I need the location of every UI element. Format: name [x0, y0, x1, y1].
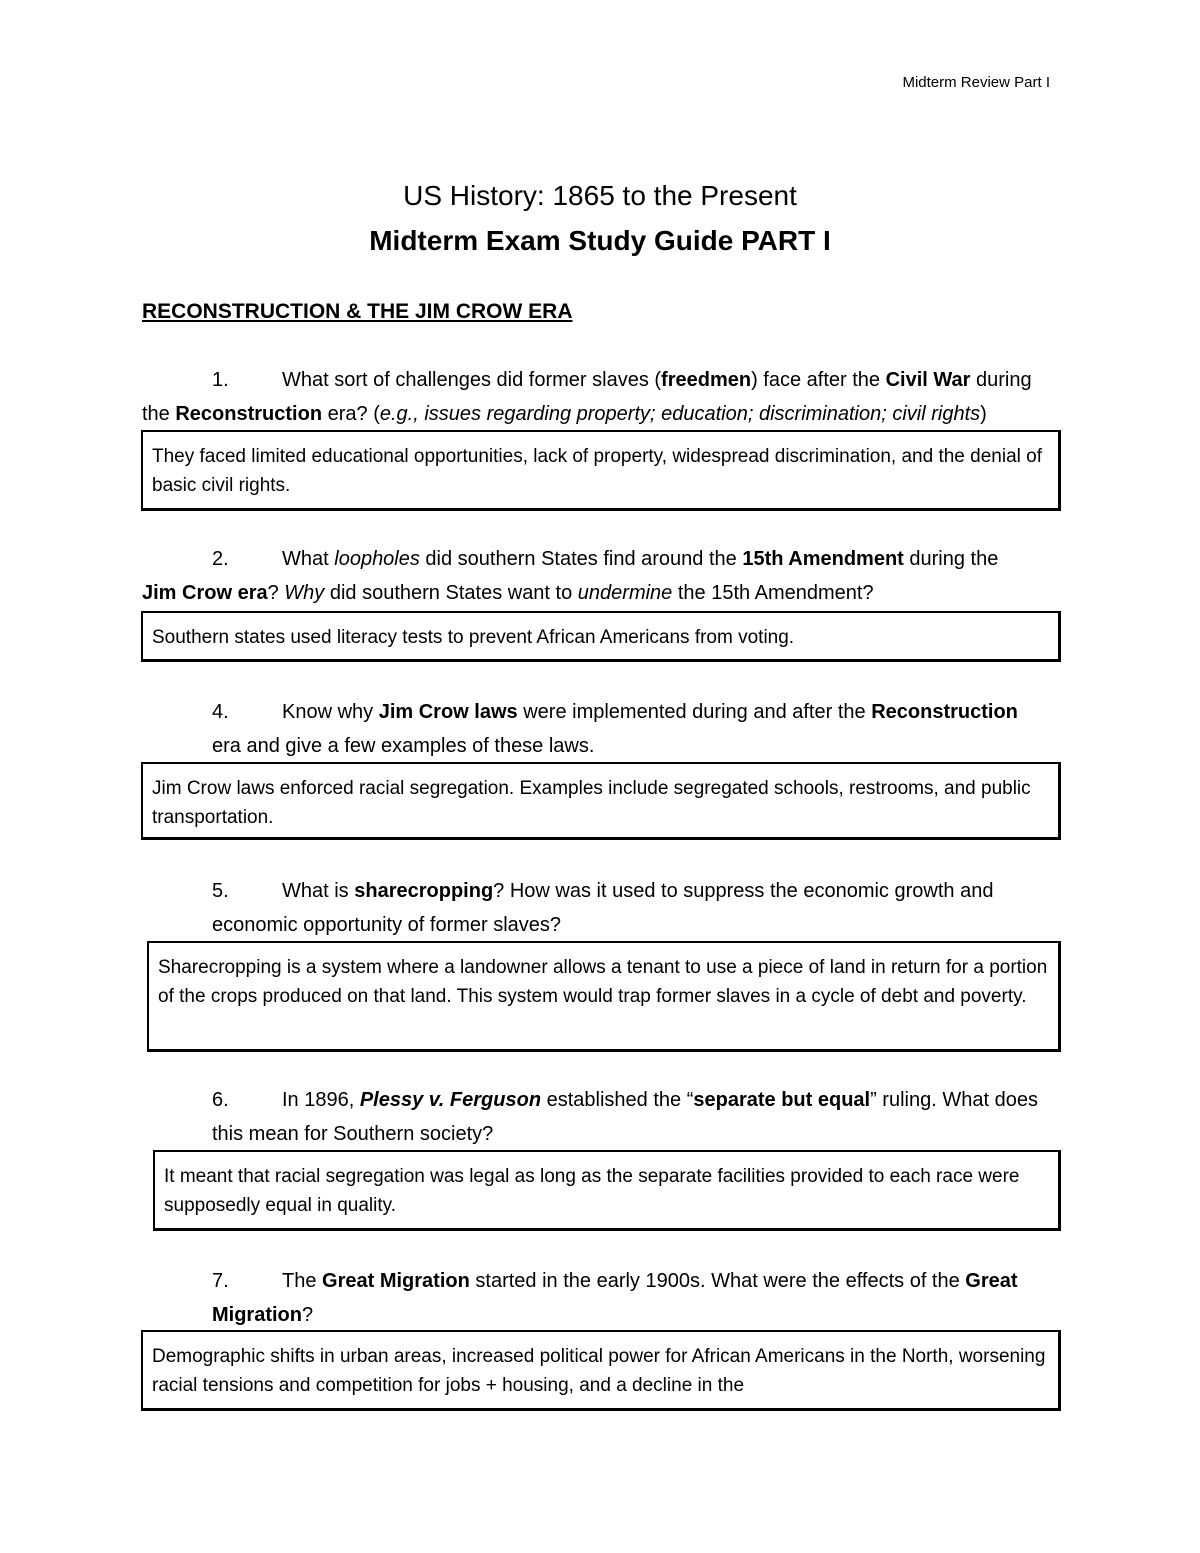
question-number: 5. — [212, 880, 229, 902]
answer-box-6[interactable]: It meant that racial segregation was legal as long as the separate facilities provided to each race were supposedly equal in quality. — [153, 1150, 1061, 1231]
section-heading: RECONSTRUCTION & THE JIM CROW ERA — [142, 300, 573, 323]
question-number: 1. — [212, 369, 229, 391]
question-number: 6. — [212, 1089, 229, 1111]
running-header: Midterm Review Part I — [902, 74, 1050, 91]
answer-box-1[interactable]: They faced limited educational opportunities, lack of property, widespread discrimination, and the denial of basic civil rights. — [141, 430, 1061, 511]
answer-box-4[interactable]: Jim Crow laws enforced racial segregation. Examples include segregated schools, restrooms, and public transportation. — [141, 762, 1061, 840]
question-number: 7. — [212, 1270, 229, 1292]
question-number: 2. — [212, 548, 229, 570]
question-4: 4. Know why Jim Crow laws were implemented during and after the Reconstruction era and give a few examples of these laws. — [212, 695, 1102, 763]
page-title: US History: 1865 to the Present — [403, 180, 797, 211]
answer-box-2[interactable]: Southern states used literacy tests to prevent African Americans from voting. — [141, 611, 1061, 662]
question-1: 1. What sort of challenges did former slaves (freedmen) face after the Civil War during the Reconstruction era? (e.g., issues regarding property; education; discrimination; civil rights) — [142, 363, 1102, 431]
question-5: 5. What is sharecropping? How was it used to suppress the economic growth and economic opportunity of former slaves? — [212, 874, 1102, 942]
question-number: 4. — [212, 701, 229, 723]
question-6: 6. In 1896, Plessy v. Ferguson established the “separate but equal” ruling. What does this mean for Southern society? — [212, 1083, 1102, 1151]
answer-box-5[interactable]: Sharecropping is a system where a landowner allows a tenant to use a piece of land in return for a portion of the crops produced on that land. This system would trap former slaves in a cycle of debt and poverty. — [147, 941, 1061, 1052]
answer-box-7[interactable]: Demographic shifts in urban areas, increased political power for African Americans in the North, worsening racial tensions and competition for jobs + housing, and a decline in the — [141, 1330, 1061, 1411]
question-7: 7. The Great Migration started in the early 1900s. What were the effects of the Great Migration? — [212, 1264, 1102, 1332]
question-2: 2. What loopholes did southern States find around the 15th Amendment during the Jim Crow era? Why did southern States want to undermine the 15th Amendment? — [142, 542, 1102, 610]
page-subtitle: Midterm Exam Study Guide PART I — [369, 225, 831, 256]
